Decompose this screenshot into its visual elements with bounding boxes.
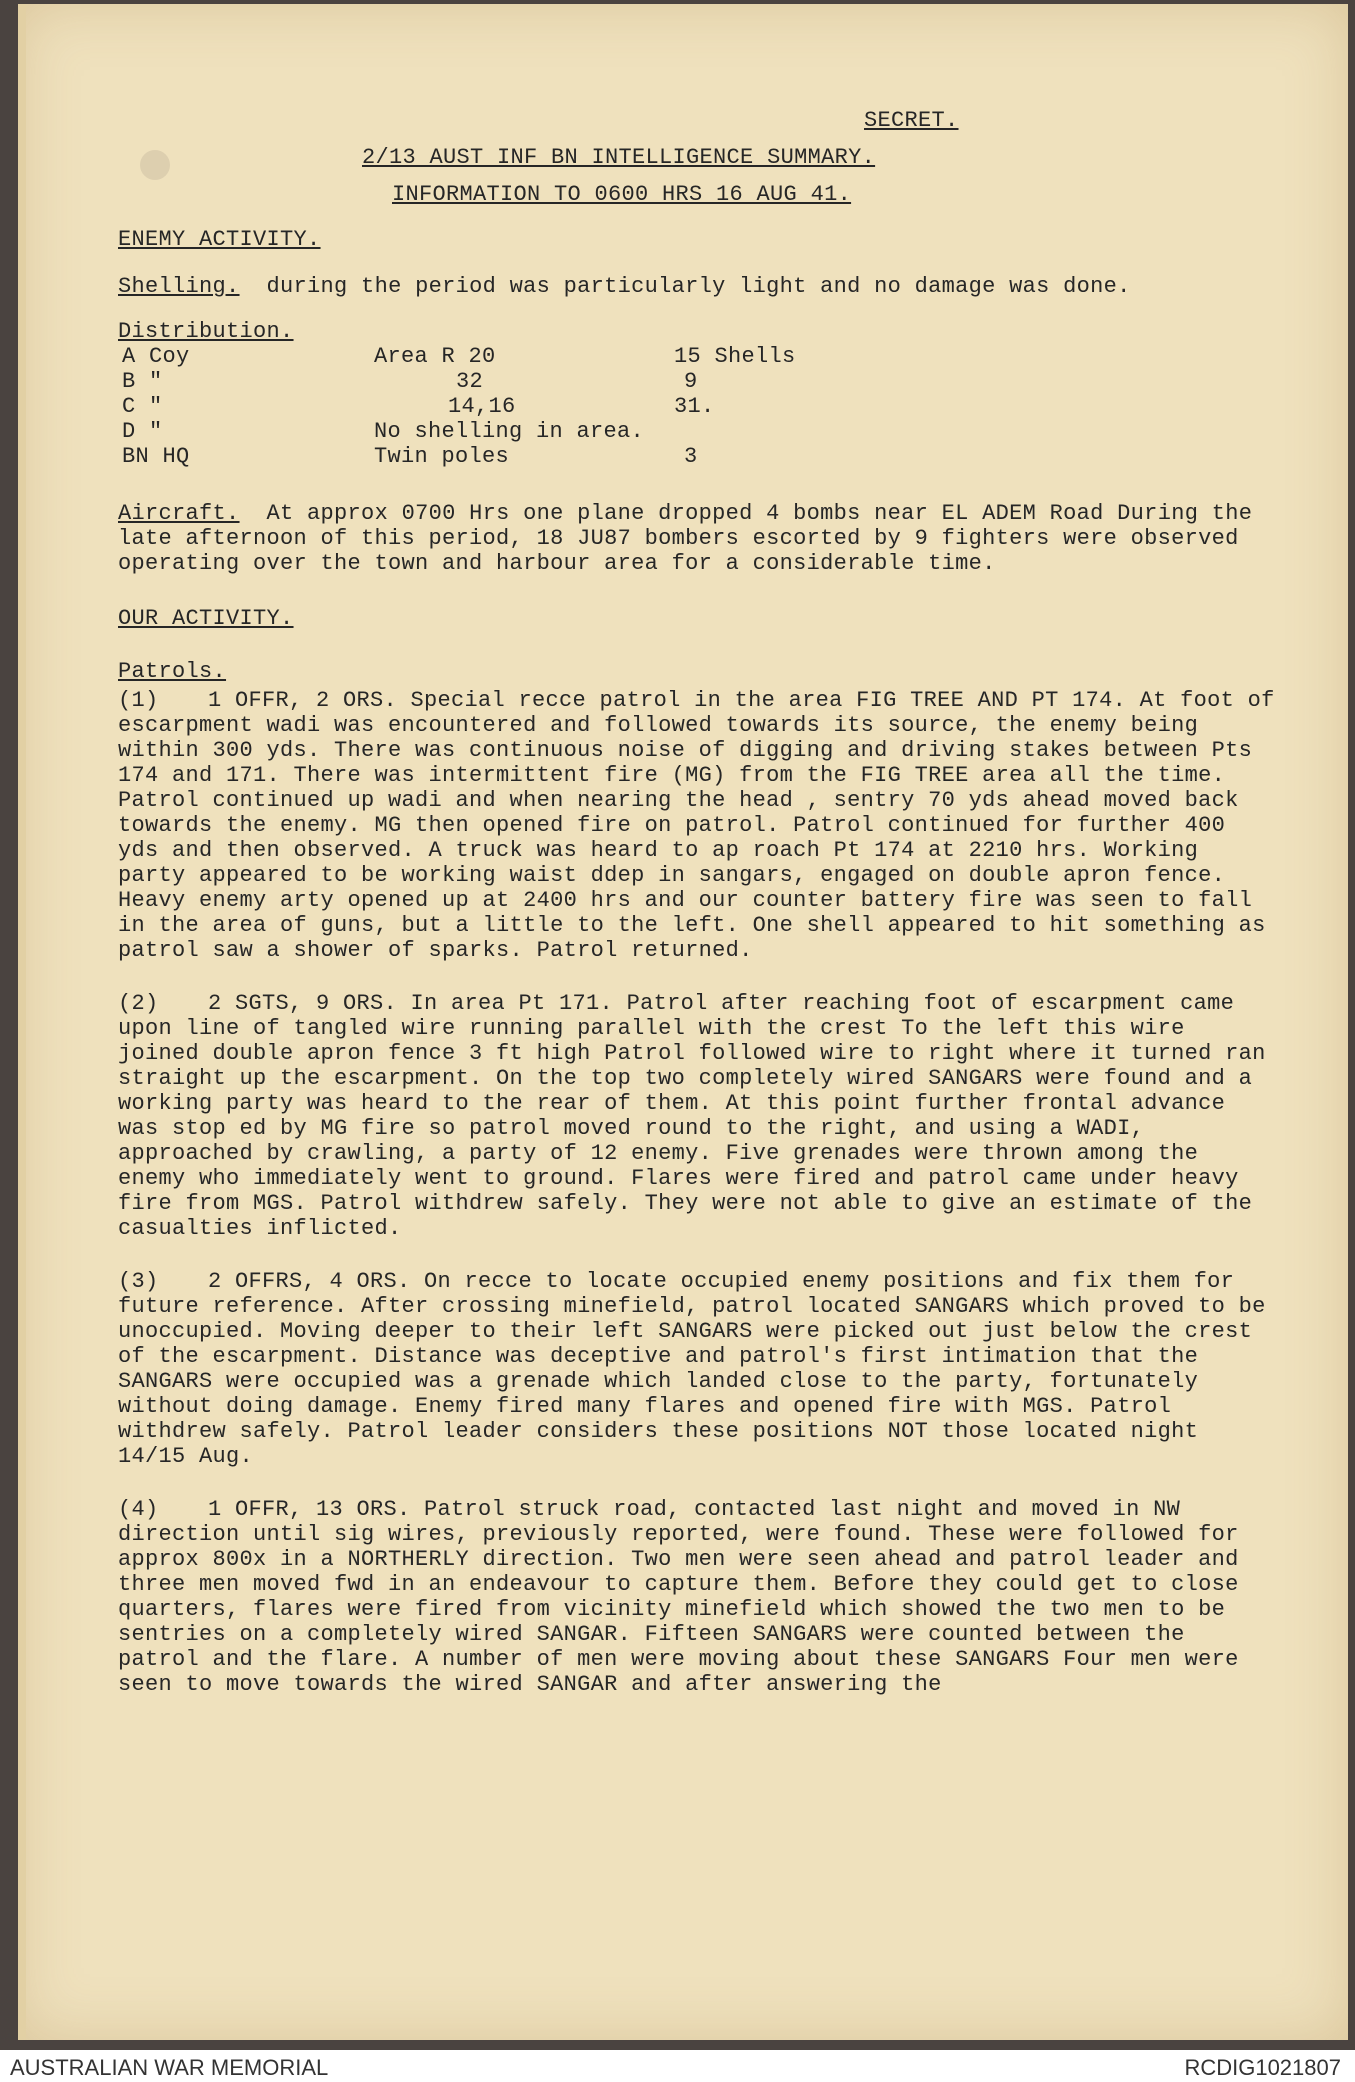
aircraft-label: Aircraft. bbox=[118, 501, 240, 526]
document-body bbox=[118, 108, 1278, 1697]
aircraft-text: At approx 0700 Hrs one plane dropped 4 bombs near EL ADEM Road During the late afternoon of this period, 18 JU87 bombers escorted by 9 fighters were observed operating over the town and harbour area for a considerable time. bbox=[118, 501, 1253, 576]
patrol-report bbox=[118, 991, 1278, 1241]
distribution-shells: 3 bbox=[684, 444, 698, 469]
patrol-report bbox=[118, 1497, 1278, 1697]
distribution-shells: 9 bbox=[684, 369, 698, 394]
patrol-number: (3) bbox=[118, 1269, 159, 1294]
patrols-label: Patrols. bbox=[118, 659, 227, 684]
shelling-text: during the period was particularly light and no damage was done. bbox=[266, 274, 1131, 299]
shelling-label: Shelling. bbox=[118, 274, 240, 299]
patrol-number: (2) bbox=[118, 991, 159, 1016]
distribution-row bbox=[118, 344, 1278, 369]
distribution-label: Distribution. bbox=[118, 319, 294, 344]
distribution-section bbox=[118, 319, 1278, 469]
distribution-unit: D " bbox=[122, 419, 163, 444]
patrol-text: 1 OFFR, 13 ORS. Patrol struck road, contacted last night and moved in NW direction until sig wires, previously reported, were found. These were followed for approx 800x in a NORTHERLY direction. Two men were seen ahead and patrol leader and three men moved fwd in an endeavour to capture them. Before they could get to close quarters, flares were fired from vicinity minefield which showed the two men to be sentries on a completely wired SANGAR. Fifteen SANGARS were counted between the patrol and the flare. A number of men were moving about these SANGARS Four men were seen to move towards the wired SANGAR and after answering the bbox=[118, 1497, 1239, 1697]
info-row bbox=[118, 182, 1278, 207]
classification-mark: SECRET. bbox=[864, 108, 959, 133]
distribution-unit: C " bbox=[122, 394, 163, 419]
classification-row bbox=[118, 108, 1278, 133]
document-title: 2/13 AUST INF BN INTELLIGENCE SUMMARY. bbox=[362, 145, 876, 170]
information-line: INFORMATION TO 0600 HRS 16 AUG 41. bbox=[392, 182, 852, 207]
distribution-area: 14,16 bbox=[448, 394, 516, 419]
distribution-area: 32 bbox=[456, 369, 484, 394]
patrol-number: (4) bbox=[118, 1497, 159, 1522]
archive-source: AUSTRALIAN WAR MEMORIAL bbox=[10, 2055, 329, 2080]
distribution-row bbox=[118, 369, 1278, 394]
distribution-row bbox=[118, 394, 1278, 419]
distribution-unit: A Coy bbox=[122, 344, 190, 369]
distribution-area: Twin poles bbox=[374, 444, 510, 469]
shelling-paragraph bbox=[118, 274, 1278, 299]
distribution-table bbox=[118, 344, 1278, 469]
aircraft-paragraph bbox=[118, 501, 1278, 576]
distribution-unit: B " bbox=[122, 369, 163, 394]
patrols-list bbox=[118, 688, 1278, 1697]
page-edge bbox=[18, 4, 26, 2040]
distribution-shells: 15 Shells bbox=[674, 344, 796, 369]
patrol-report bbox=[118, 688, 1278, 963]
enemy-activity-heading: ENEMY ACTIVITY. bbox=[118, 227, 321, 252]
distribution-area: No shelling in area. bbox=[374, 419, 645, 444]
distribution-unit: BN HQ bbox=[122, 444, 190, 469]
our-activity-heading: OUR ACTIVITY. bbox=[118, 606, 294, 631]
patrol-number: (1) bbox=[118, 688, 159, 713]
archive-reference: RCDIG1021807 bbox=[1184, 2055, 1341, 2080]
distribution-row bbox=[118, 444, 1278, 469]
patrol-report bbox=[118, 1269, 1278, 1469]
distribution-row bbox=[118, 419, 1278, 444]
distribution-area: Area R 20 bbox=[374, 344, 496, 369]
archive-footer bbox=[0, 2050, 1355, 2082]
patrol-text: 1 OFFR, 2 ORS. Special recce patrol in the area FIG TREE AND PT 174. At foot of escarpment wadi was encountered and followed towards its source, the enemy being within 300 yds. There was continuous noise of digging and driving stakes between Pts 174 and 171. There was intermittent fire (MG) from the FIG TREE area all the time. Patrol continued up wadi and when nearing the head , sentry 70 yds ahead moved back towards the enemy. MG then opened fire on patrol. Patrol continued for further 400 yds and then observed. A truck was heard to ap roach Pt 174 at 2210 hrs. Working party appeared to be working waist ddep in sangars, engaged on double apron fence. Heavy enemy arty opened up at 2400 hrs and our counter battery fire was seen to fall in the area of guns, but a little to the left. One shell appeared to hit something as patrol saw a shower of sparks. Patrol returned. bbox=[118, 688, 1275, 963]
distribution-shells: 31. bbox=[674, 394, 715, 419]
patrol-text: 2 OFFRS, 4 ORS. On recce to locate occupied enemy positions and fix them for future reference. After crossing minefield, patrol located SANGARS which proved to be unoccupied. Moving deeper to their left SANGARS were picked out just below the crest of the escarpment. Distance was deceptive and patrol's first intimation that the SANGARS were occupied was a grenade which landed close to the party, fortunately without doing damage. Enemy fired many flares and opened fire with MGS. Patrol withdrew safely. Patrol leader considers these positions NOT those located night 14/15 Aug. bbox=[118, 1269, 1266, 1469]
patrol-text: 2 SGTS, 9 ORS. In area Pt 171. Patrol after reaching foot of escarpment came upon line of tangled wire running parallel with the crest To the left this wire joined double apron fence 3 ft high Patrol followed wire to right where it turned ran straight up the escarpment. On the top two completely wired SANGARS were found and a working party was heard to the rear of them. At this point further frontal advance was stop ed by MG fire so patrol moved round to the right, and using a WADI, approached by crawling, a party of 12 enemy. Five grenades were thrown among the enemy who immediately went to ground. Flares were fired and patrol came under heavy fire from MGS. Patrol withdrew safely. They were not able to give an estimate of the casualties inflicted. bbox=[118, 991, 1266, 1241]
title-row bbox=[118, 145, 1278, 170]
